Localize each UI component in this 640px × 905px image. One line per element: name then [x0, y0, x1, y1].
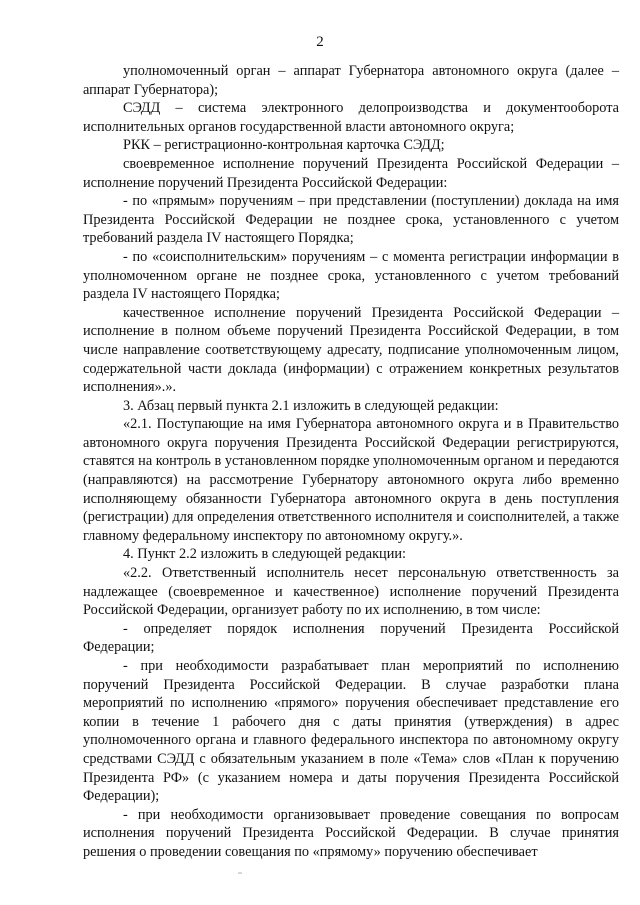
paragraph: - при необходимости разрабатывает план мероприятий по исполнению поручений Президента Российской Федерации. В случае разработки плана мероприятий по исполнению «прямого» поручения обеспечивает представление его копии в течение 1 рабочего дня с даты принятия (утверждения) в адрес уполномоченного органа и главного федерального инспектора по автономному округу средствами СЭДД с обязательным указанием в поле «Тема» слов «План к поручению Президента РФ» (с указанием номера и даты поручения Президента Российской Федерации);: [83, 658, 619, 805]
scan-speck: [238, 872, 242, 874]
paragraph: - при необходимости организовывает проведение совещания по вопросам исполнения поручений Президента Российской Федерации. В случае принятия решения о проведении совещания по «прямому» поручению обеспечивает: [83, 806, 619, 860]
document-body: [83, 62, 619, 862]
paragraph: РКК – регистрационно-контрольная карточка СЭДД;: [123, 137, 445, 154]
paragraph: уполномоченный орган – аппарат Губернатора автономного округа (далее – аппарат Губернатора);: [83, 63, 619, 98]
paragraph: «2.1. Поступающие на имя Губернатора автономного округа и в Правительство автономного округа поручения Президента Российской Федерации регистрируются, ставятся на контроль в установленном порядке уполномоченным органом и передаются (направляются) на рассмотрение Губернатору автономного округа либо временно исполняющему обязанности Губернатора автономного округа в день поступления (регистрации) для определения ответственного исполнителя и соисполнителей, а также главному федеральному инспектору по автономному округу.».: [83, 416, 620, 544]
page-number: 2: [316, 34, 324, 50]
paragraph: 4. Пункт 2.2 изложить в следующей редакции:: [123, 546, 406, 563]
paragraph: «2.2. Ответственный исполнитель несет персональную ответственность за надлежащее (своевременное и качественное) исполнение поручений Президента Российской Федерации, организует работу по их исполнению, в том числе:: [83, 565, 619, 619]
paragraph: - по «соисполнительским» поручениям – с момента регистрации информации в уполномоченном органе не позднее срока, установленного с учетом требований раздела IV настоящего Порядка;: [83, 248, 619, 303]
paragraph: - определяет порядок исполнения поручений Президента Российской Федерации;: [83, 620, 619, 656]
paragraph: 3. Абзац первый пункта 2.1 изложить в следующей редакции:: [123, 397, 499, 414]
paragraph: СЭДД – система электронного делопроизводства и документооборота исполнительных органов государственной власти автономного округа;: [83, 100, 619, 135]
paragraph: качественное исполнение поручений Президента Российской Федерации – исполнение в полном объеме поручений Президента Российской Федерации, в том числе направление соответствующему адресату, подписание уполномоченным лицом, содержательной части доклада (информации) с отражением конкретных результатов исполнения».».: [83, 304, 619, 396]
paragraph: - по «прямым» поручениям – при представлении (поступлении) доклада на имя Президента Российской Федерации не позднее срока, установленного с учетом требований раздела IV настоящего Порядка;: [83, 193, 619, 247]
paragraph: своевременное исполнение поручений Президента Российской Федерации – исполнение поручений Президента Российской Федерации:: [83, 155, 619, 191]
